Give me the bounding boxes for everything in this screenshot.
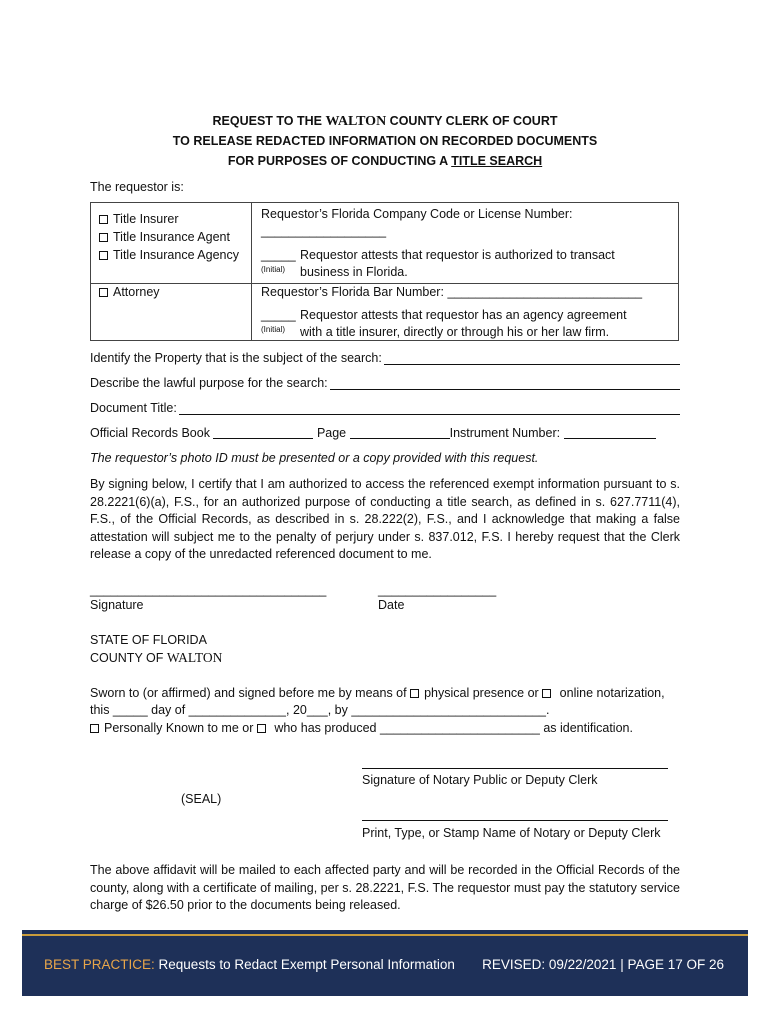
- checkbox-icon[interactable]: [99, 233, 108, 242]
- form-title-line1: REQUEST TO THE WALTON COUNTY CLERK OF COURT: [212, 114, 558, 129]
- document-title-field[interactable]: Document Title:: [90, 401, 680, 415]
- bar-number-row: Requestor’s Florida Bar Number: ____________________________: [261, 285, 643, 299]
- attest-agency-line2: with a title insurer, directly or through his or her law firm.: [300, 325, 610, 339]
- state-label: STATE OF FLORIDA: [90, 633, 207, 647]
- sworn-line3: Personally Known to me or who has produced _______________________ as identification.: [90, 721, 633, 735]
- seal-label: (SEAL): [181, 792, 222, 806]
- initial-field-2[interactable]: _____: [261, 308, 296, 322]
- license-number-field[interactable]: __________________: [261, 224, 387, 238]
- page-field[interactable]: [350, 427, 450, 439]
- checkbox-icon[interactable]: [257, 724, 266, 733]
- option-attorney[interactable]: Attorney: [99, 285, 160, 299]
- notary-signature-line[interactable]: [362, 768, 668, 769]
- date-label: Date: [378, 598, 405, 612]
- attest-agency-line1: Requestor attests that requestor has an agency agreement: [300, 308, 627, 322]
- form-title-line3: FOR PURPOSES OF CONDUCTING A TITLE SEARCH: [227, 154, 543, 168]
- instrument-field[interactable]: [564, 427, 656, 439]
- attest-authorized-line2: business in Florida.: [300, 265, 408, 279]
- footer-banner: [22, 930, 748, 996]
- option-title-insurer[interactable]: Title Insurer: [99, 210, 239, 228]
- initial-label-2: (Initial): [261, 325, 286, 334]
- checkbox-icon[interactable]: [410, 689, 419, 698]
- checkbox-icon[interactable]: [99, 288, 108, 297]
- property-field[interactable]: Identify the Property that is the subject of the search:: [90, 351, 680, 365]
- photo-id-note: The requestor’s photo ID must be presented or a copy provided with this request.: [90, 451, 539, 465]
- form-title-line2: TO RELEASE REDACTED INFORMATION ON RECORDED DOCUMENTS: [172, 134, 598, 148]
- notary-name-label: Print, Type, or Stamp Name of Notary or Deputy Clerk: [362, 826, 661, 840]
- book-field[interactable]: [213, 427, 313, 439]
- requestor-label: The requestor is:: [90, 180, 184, 194]
- bar-number-field[interactable]: ____________________________: [447, 285, 643, 299]
- footer-stripe: [22, 934, 748, 936]
- notary-name-line[interactable]: [362, 820, 668, 821]
- license-label: Requestor’s Florida Company Code or License Number:: [261, 207, 573, 221]
- signature-field[interactable]: __________________________________: [90, 583, 327, 597]
- option-title-insurance-agent[interactable]: Title Insurance Agent: [99, 228, 239, 246]
- sworn-line2[interactable]: this _____ day of ______________, 20___, by ____________________________.: [90, 703, 550, 717]
- purpose-field[interactable]: Describe the lawful purpose for the search:: [90, 376, 680, 390]
- insurer-options: [99, 210, 239, 264]
- notary-signature-label: Signature of Notary Public or Deputy Clerk: [362, 773, 598, 787]
- county-label: COUNTY OF WALTON: [90, 650, 223, 665]
- footer-revision: REVISED: 09/22/2021 | PAGE 17 OF 26: [482, 957, 724, 972]
- sworn-line1: Sworn to (or affirmed) and signed before me by means of physical presence or online notarization,: [90, 686, 665, 700]
- certification-paragraph: By signing below, I certify that I am authorized to access the referenced exempt information pursuant to s. 28.2221(6)(a), F.S., for an authorized purpose of conducting a title search, as defined in s. 627.7711(4), F.S., of the Official Records, as described in s. 28.222(2), F.S., and I acknowledge that making a false attestation will subject me to the penalty of perjury under s. 837.012, F.S. I hereby request that the Clerk release a copy of the unredacted referenced document to me.: [90, 477, 680, 561]
- signature-label: Signature: [90, 598, 144, 612]
- initial-label-1: (Initial): [261, 265, 286, 274]
- date-field[interactable]: _________________: [378, 583, 497, 597]
- checkbox-icon[interactable]: [99, 251, 108, 260]
- requestor-type-table: [90, 202, 679, 341]
- footer-best-practice: BEST PRACTICE: Requests to Redact Exempt Personal Information: [44, 957, 455, 972]
- records-reference-row: Official Records Book Page Instrument Number:: [90, 426, 656, 440]
- checkbox-icon[interactable]: [542, 689, 551, 698]
- checkbox-icon[interactable]: [90, 724, 99, 733]
- checkbox-icon[interactable]: [99, 215, 108, 224]
- affidavit-paragraph: The above affidavit will be mailed to each affected party and will be recorded in the Official Records of the county, along with a certificate of mailing, per s. 28.2221, F.S. The requestor must pay the statutory service charge of $26.50 prior to the documents being released.: [90, 863, 680, 912]
- attest-authorized-line1: Requestor attests that requestor is authorized to transact: [300, 248, 615, 262]
- option-title-insurance-agency[interactable]: Title Insurance Agency: [99, 246, 239, 264]
- initial-field-1[interactable]: _____: [261, 248, 296, 262]
